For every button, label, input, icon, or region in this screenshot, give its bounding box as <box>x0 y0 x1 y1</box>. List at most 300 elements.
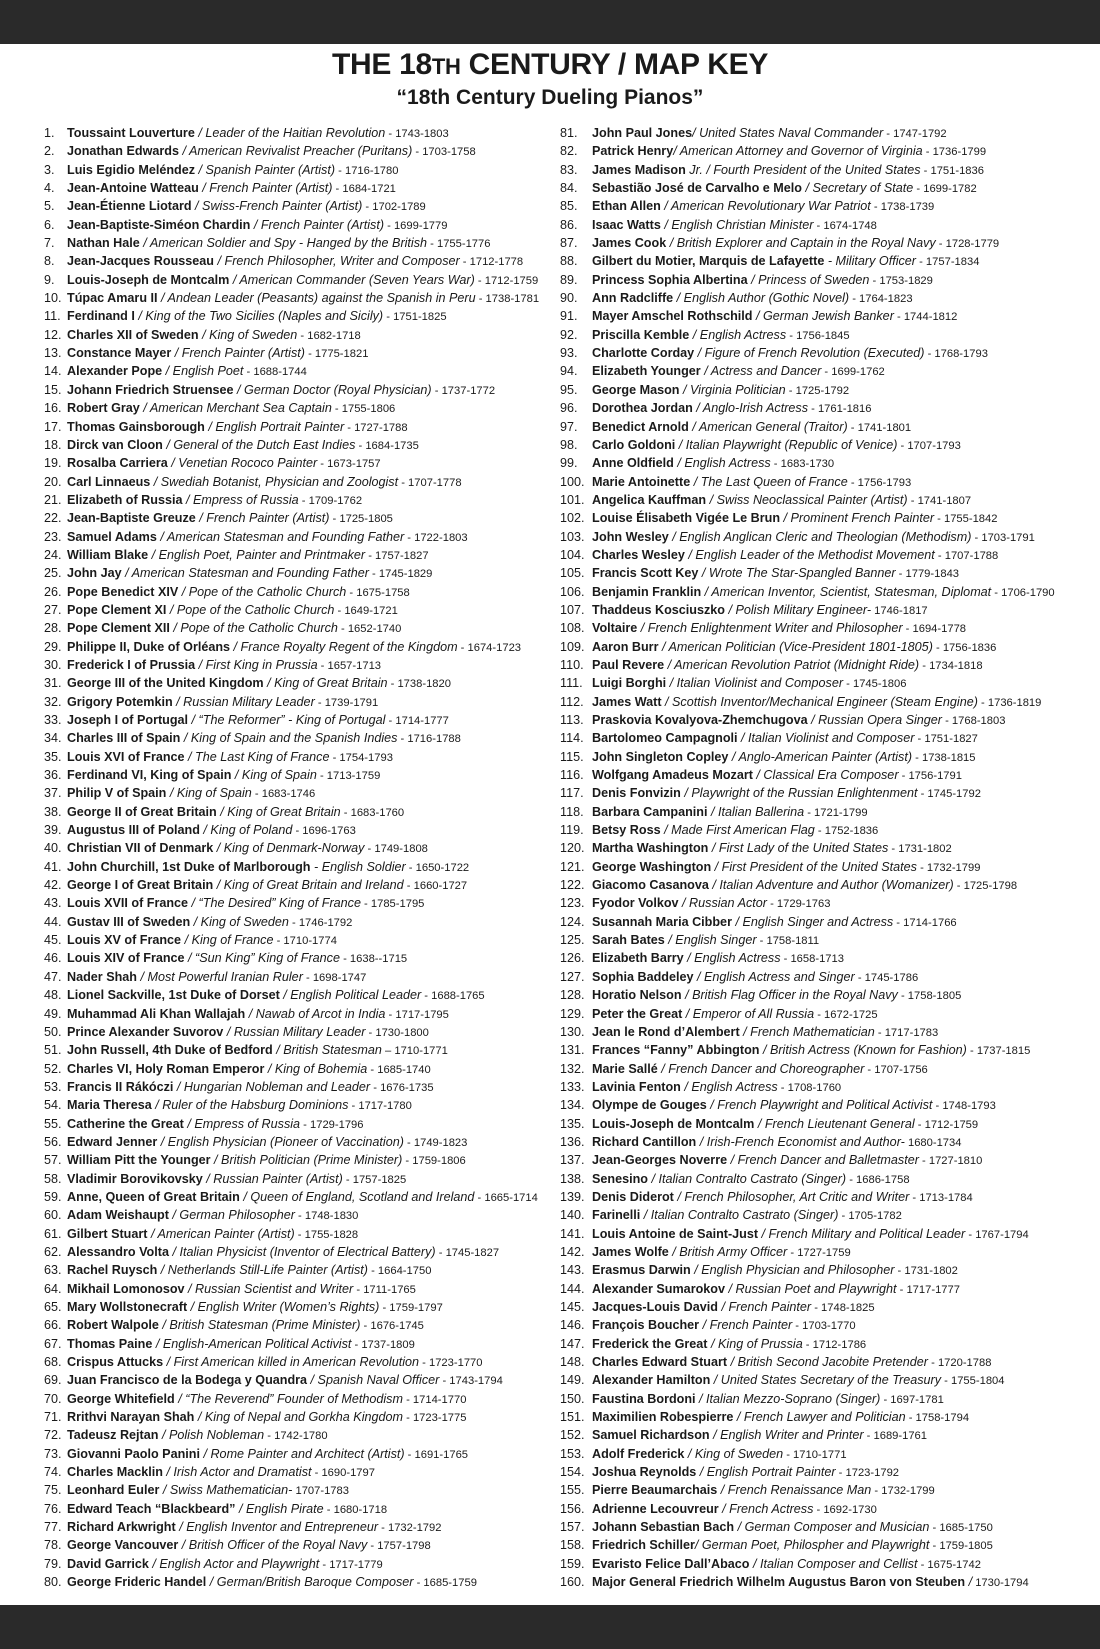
entry-number: 50. <box>44 1024 62 1039</box>
entry-name: Marie Sallé <box>592 1061 658 1076</box>
entry-description: / French Lieutenant General <box>754 1116 915 1131</box>
entry-description: / King of Great Britain and Ireland <box>213 878 404 893</box>
entry-name: Catherine the Great <box>67 1116 184 1131</box>
entry-description: / Figure of French Revolution (Executed) <box>694 346 925 361</box>
key-entry <box>560 1005 1068 1023</box>
entry-number: 14. <box>44 364 62 379</box>
entry-description: / American Revolution Patriot (Midnight Ride) <box>664 657 920 672</box>
entry-name: Rosalba Carriera <box>67 456 168 471</box>
entry-name: Princess Sophia Albertina <box>592 272 748 287</box>
entry-years: - 1739-1791 <box>314 696 379 709</box>
entry-number: 89. <box>560 272 578 287</box>
entry-name: Louis XV of France <box>67 933 182 948</box>
entry-name: François Boucher <box>592 1318 700 1333</box>
key-entry <box>44 1005 547 1023</box>
key-entry <box>44 839 547 857</box>
entry-description: / English Christian Minister <box>660 217 814 232</box>
entry-years: - 1729-1796 <box>300 1118 364 1131</box>
key-entry <box>44 491 547 509</box>
entry-description: / British Flag Officer in the Royal Navy <box>681 988 898 1003</box>
key-entry <box>44 179 547 197</box>
key-entry <box>560 803 1068 821</box>
key-entry <box>560 454 1068 472</box>
entry-description: / King of Spain <box>231 768 317 783</box>
key-entry <box>44 1481 547 1499</box>
entry-years: - 1725-1805 <box>329 513 393 526</box>
entry-description: / King of Sweden <box>684 1446 784 1461</box>
entry-number: 118. <box>560 804 584 819</box>
entry-name: Rachel Ruysch <box>67 1263 158 1278</box>
entry-description: / Scottish Inventor/Mechanical Engineer (Steam Engine) <box>661 694 978 709</box>
entry-name: Gilbert du Motier, Marquis de Lafayette <box>592 254 825 269</box>
entry-years: - 1694-1778 <box>902 623 967 636</box>
key-entry <box>44 711 547 729</box>
entry-description: / French Painter (Artist) <box>198 181 333 196</box>
entry-years: - 1742-1780 <box>264 1430 328 1443</box>
entry-name: Patrick Henry <box>592 144 674 159</box>
entry-description: / “The Reverend” Founder of Methodism <box>174 1391 403 1406</box>
entry-years: - 1699-1762 <box>821 366 885 379</box>
entry-name: Olympe de Gouges <box>592 1098 707 1113</box>
entry-description: / Nawab of Arcot in India <box>245 1006 386 1021</box>
entry-name: John Jay <box>67 566 122 581</box>
entry-description: / English Singer and Actress <box>731 914 894 929</box>
entry-number: 49. <box>44 1006 62 1021</box>
top-border-bar <box>0 0 1100 44</box>
entry-name: Christian VII of Denmark <box>67 841 214 856</box>
entry-name: Thaddeus Kosciuszko <box>592 602 725 617</box>
entry-number: 114. <box>560 731 584 746</box>
entry-description: / Leader of the Haitian Revolution <box>194 126 386 140</box>
entry-name: Muhammad Ali Khan Wallajah <box>67 1006 246 1021</box>
entry-description: / Swiss Neoclassical Painter (Artist) <box>706 492 908 507</box>
entry-years: - 1727-1759 <box>787 1246 851 1259</box>
entry-years: - 1720-1788 <box>928 1357 992 1370</box>
entry-name: Rrithvi Narayan Shah <box>67 1410 195 1425</box>
entry-number: 104. <box>560 547 585 562</box>
key-entry <box>560 1463 1068 1481</box>
entry-name: Richard Arkwright <box>67 1520 176 1535</box>
entry-description: / United States Secretary of the Treasury <box>710 1373 942 1388</box>
entry-number: 105. <box>560 566 585 581</box>
entry-name: Charles Wesley <box>592 547 685 562</box>
entry-description: / French Enlightenment Writer and Philosopher <box>637 621 903 636</box>
entry-name: John Wesley <box>592 529 669 544</box>
entry-years: - 1754-1793 <box>329 751 393 764</box>
entry-name: Faustina Bordoni <box>592 1391 696 1406</box>
key-entry <box>560 197 1068 215</box>
entry-description: / French Military and Political Leader <box>758 1226 966 1241</box>
key-entry <box>44 583 547 601</box>
entry-name: Mary Wollstonecraft <box>67 1300 188 1314</box>
entry-years: - 1707-1756 <box>864 1063 928 1076</box>
key-entry <box>44 986 547 1004</box>
entry-description: / Swiss-French Painter (Artist) <box>191 199 363 214</box>
key-entry <box>44 1390 547 1408</box>
key-entry <box>44 729 547 747</box>
entry-number: 67. <box>44 1336 62 1351</box>
entry-description: / German Jewish Banker <box>752 309 894 324</box>
key-entry <box>44 124 547 142</box>
key-entry <box>44 362 547 380</box>
entry-description: / Pope of the Catholic Church <box>169 621 338 636</box>
entry-description: / “The Reformer” - King of Portugal <box>188 713 386 727</box>
entry-years: - 1753-1829 <box>869 274 933 287</box>
entry-name: Charles Edward Stuart <box>592 1355 728 1370</box>
entry-name: James Madison <box>592 162 686 177</box>
entry-description: / Italian Violinist and Composer <box>737 731 915 746</box>
key-entry <box>44 693 547 711</box>
entry-name: Carl Linnaeus <box>67 474 151 489</box>
entry-years: - 1757-1827 <box>365 549 429 562</box>
entry-years: - 1741-1801 <box>847 421 912 434</box>
entry-description: / King of Spain and the Spanish Indies <box>180 731 398 746</box>
entry-years: - 1737-1815 <box>966 1045 1031 1058</box>
entry-name: James Cook <box>592 236 667 251</box>
entry-years: - 1779-1843 <box>895 568 960 581</box>
entry-years: - 1723-1775 <box>403 1412 467 1425</box>
entry-years: - 1745-1829 <box>368 568 433 581</box>
entry-description: / American Merchant Sea Captain <box>139 401 332 416</box>
entry-number: 78. <box>44 1538 62 1553</box>
entry-number: 120. <box>560 841 585 856</box>
entry-description: / German Doctor (Royal Physician) <box>233 382 432 397</box>
entry-description: / Italian Physicist (Inventor of Electrical Battery) <box>168 1244 436 1259</box>
entry-name: Ferdinand I <box>67 309 135 324</box>
key-entry <box>44 307 547 325</box>
entry-description: / English Physician (Pioneer of Vaccination) <box>157 1134 404 1149</box>
entry-years: - 1746-1792 <box>288 916 353 929</box>
entry-number: 69. <box>44 1373 62 1388</box>
key-entry <box>560 436 1068 454</box>
entry-years: - 1712-1786 <box>802 1338 867 1351</box>
entry-description: / Emperor of All Russia <box>682 1006 815 1021</box>
entry-years: - 1755-1804 <box>941 1375 1005 1388</box>
entry-name: Praskovia Kovalyova-Zhemchugova <box>592 713 808 727</box>
entry-years: - 1703-1758 <box>412 146 476 159</box>
key-entry <box>560 1481 1068 1499</box>
entry-description: / French Philosopher, Art Critic and Writer <box>673 1189 910 1204</box>
key-entry <box>44 1316 547 1334</box>
entry-description: / English Portrait Painter <box>696 1465 836 1480</box>
entry-description: / Irish-French Economist and Author- <box>696 1134 905 1149</box>
entry-description: / Italian Mezzo-Soprano (Singer) <box>695 1391 881 1406</box>
entry-years: - 1691-1765 <box>404 1448 469 1461</box>
entry-description: / English Actress <box>683 951 781 966</box>
entry-name: Sebastião José de Carvalho e Melo <box>592 181 802 196</box>
key-entry <box>560 619 1068 637</box>
entry-name: Denis Fonvizin <box>592 786 681 801</box>
entry-name: Bartolomeo Campagnoli <box>592 731 738 746</box>
key-entry <box>44 1280 547 1298</box>
entry-number: 98. <box>560 437 578 452</box>
entry-description: / Spanish Painter (Artist) <box>195 162 336 177</box>
entry-name: Isaac Watts <box>592 217 661 232</box>
entry-name: Sarah Bates <box>592 933 665 948</box>
key-entry <box>560 491 1068 509</box>
entry-description: / Russian Opera Singer <box>807 713 942 727</box>
key-entry <box>560 326 1068 344</box>
entry-number: 3. <box>44 162 55 177</box>
entry-name: Adolf Frederick <box>592 1446 685 1461</box>
entry-description: / France Royalty Regent of the Kingdom <box>230 639 458 654</box>
entry-description: / American Revivalist Preacher (Puritans) <box>178 144 413 159</box>
entry-name: Nader Shah <box>67 969 137 984</box>
entry-description: / Swediah Botanist, Physician and Zoologist <box>150 474 399 489</box>
entry-description: / Most Powerful Iranian Ruler <box>137 969 303 984</box>
entry-number: 127. <box>560 969 585 984</box>
key-entry <box>44 894 547 912</box>
entry-name: Robert Walpole <box>67 1318 159 1333</box>
entry-description: / English Actress and Singer <box>693 969 855 984</box>
entry-name: Jean-Étienne Liotard <box>67 199 192 214</box>
entry-number: 22. <box>44 511 62 526</box>
entry-description: / French Mathematician <box>739 1024 875 1039</box>
entry-name: Richard Cantillon <box>592 1134 697 1149</box>
entry-description: / King of France <box>181 933 274 948</box>
entry-number: 59. <box>44 1189 62 1204</box>
key-entry <box>44 1078 547 1096</box>
entry-number: 151. <box>560 1410 585 1425</box>
entry-description: / Irish Actor and Dramatist <box>162 1465 312 1480</box>
entry-description: / British Second Jacobite Pretender <box>727 1355 928 1370</box>
entry-number: 91. <box>560 309 578 324</box>
entry-number: 101. <box>560 492 585 507</box>
entry-description: / English Actress <box>673 456 771 471</box>
entry-years: - 1684-1735 <box>355 439 419 452</box>
entry-description: / Swiss Mathematician- <box>159 1483 293 1498</box>
key-entry <box>560 1023 1068 1041</box>
entry-years: - 1638--1715 <box>339 953 408 966</box>
entry-years: - 1717-1795 <box>385 1008 449 1021</box>
key-entry <box>560 473 1068 491</box>
entry-name: Sophia Baddeley <box>592 969 694 984</box>
key-entry <box>560 1206 1068 1224</box>
entry-years: - 1751-1825 <box>383 311 447 324</box>
entry-number: 119. <box>560 823 584 838</box>
key-entry <box>560 858 1068 876</box>
key-entry <box>560 289 1068 307</box>
entry-years: - 1727-1788 <box>344 421 408 434</box>
entry-name: Elizabeth Younger <box>592 364 701 379</box>
entry-name: Senesino <box>592 1171 648 1186</box>
entry-number: 115. <box>560 749 584 764</box>
entry-description: / The Last King of France <box>184 749 330 764</box>
entry-years: - 1717-1779 <box>319 1558 383 1571</box>
entry-name: Ferdinand VI, King of Spain <box>67 768 232 783</box>
key-entry <box>44 1041 547 1059</box>
entry-number: 85. <box>560 199 578 214</box>
key-entry <box>44 454 547 472</box>
entry-description: / French Painter <box>717 1300 812 1314</box>
entry-number: 36. <box>44 768 62 783</box>
entry-name: Johann Friedrich Struensee <box>67 382 234 397</box>
entry-years: - 1683-1760 <box>340 806 405 819</box>
key-entry <box>44 1426 547 1444</box>
entry-description: / German/British Baroque Composer <box>206 1575 414 1590</box>
entry-number: 109. <box>560 639 585 654</box>
key-entry <box>560 1298 1068 1316</box>
entry-number: 55. <box>44 1116 62 1131</box>
entry-number: 39. <box>44 823 62 838</box>
entry-description: / English Actress <box>680 1079 778 1094</box>
entry-number: 41. <box>44 859 62 874</box>
entry-years: - 1708-1760 <box>777 1081 842 1094</box>
entry-years: - 1756-1836 <box>932 641 997 654</box>
entry-name: Horatio Nelson <box>592 988 682 1003</box>
entry-number: 51. <box>44 1043 62 1058</box>
key-entry <box>44 252 547 270</box>
entry-number: 54. <box>44 1098 62 1113</box>
entry-number: 72. <box>44 1428 62 1443</box>
entry-description: / Empress of Russia <box>183 1116 301 1131</box>
key-entry <box>44 766 547 784</box>
entry-years: - 1757-1825 <box>342 1173 407 1186</box>
entry-number: 33. <box>44 713 62 727</box>
entry-number: 35. <box>44 749 62 764</box>
key-entry <box>560 1078 1068 1096</box>
entry-number: 61. <box>44 1226 62 1241</box>
entry-description: / Andean Leader (Peasants) against the Spanish in Peru <box>157 291 476 306</box>
entry-number: 99. <box>560 456 578 471</box>
entry-description: / French Lawyer and Politician <box>733 1410 906 1425</box>
entry-number: 86. <box>560 217 578 232</box>
entry-name: George Frideric Handel <box>67 1575 207 1590</box>
entry-number: 19. <box>44 456 62 471</box>
entry-description: / British Officer of the Royal Navy <box>178 1538 368 1553</box>
entry-number: 153. <box>560 1446 585 1461</box>
entry-name: Charlotte Corday <box>592 346 695 361</box>
entry-description: / Russian Actor <box>678 896 767 911</box>
entry-number: 133. <box>560 1079 585 1094</box>
entry-number: 154. <box>560 1465 585 1480</box>
entry-name: George Vancouver <box>67 1538 179 1553</box>
entry-description: / “The Desired” King of France <box>188 896 361 911</box>
entry-number: 113. <box>560 713 584 727</box>
entry-description: / English Leader of the Methodist Movement <box>684 547 935 562</box>
entry-years: - 1689-1761 <box>863 1430 928 1443</box>
entry-years: - 1759-1806 <box>402 1155 466 1168</box>
key-column-left <box>44 124 547 1592</box>
key-entry <box>44 1096 547 1114</box>
entry-number: 21. <box>44 492 62 507</box>
entry-description: / Italian Ballerina <box>707 804 805 819</box>
entry-years: - 1674-1748 <box>813 219 877 232</box>
entry-name: George III of the United Kingdom <box>67 676 264 691</box>
key-entry <box>560 1573 1068 1591</box>
entry-years: - 1758-1811 <box>756 935 820 948</box>
entry-years: - 1756-1845 <box>786 329 850 342</box>
title-prefix: THE 18 <box>331 48 432 81</box>
entry-description: / Russian Military Leader <box>172 694 315 709</box>
key-entry <box>44 546 547 564</box>
entry-years: - 1682-1718 <box>297 329 361 342</box>
entry-years: - 1730-1800 <box>365 1026 429 1039</box>
entry-number: 20. <box>44 474 62 489</box>
key-entry <box>44 803 547 821</box>
entry-name: Paul Revere <box>592 657 665 672</box>
key-entry <box>44 1133 547 1151</box>
entry-description: / Hungarian Nobleman and Leader <box>173 1079 371 1094</box>
entry-description: / Virginia Politician <box>679 382 786 397</box>
entry-number: 88. <box>560 254 578 269</box>
entry-years: - 1751-1827 <box>914 733 978 746</box>
entry-name: Luis Egidio Meléndez <box>67 162 196 177</box>
entry-description: / Russian Poet and Playwright <box>725 1281 897 1296</box>
key-entry <box>44 142 547 160</box>
key-entry <box>44 638 547 656</box>
entry-years: - 1692-1730 <box>813 1503 877 1516</box>
entry-name: Priscilla Kemble <box>592 327 690 342</box>
key-entry <box>560 528 1068 546</box>
entry-number: 145. <box>560 1300 585 1314</box>
entry-number: 136. <box>560 1134 585 1149</box>
entry-name: Pope Clement XI <box>67 602 167 617</box>
entry-name: Charles III of Spain <box>67 731 181 746</box>
entry-description: / General of the Dutch East Indies <box>162 437 356 452</box>
key-entry <box>44 1206 547 1224</box>
entry-description: / King of Spain <box>166 786 252 801</box>
key-entry <box>560 362 1068 380</box>
entry-description: - English Soldier <box>310 859 406 874</box>
entry-years: - 1738-1815 <box>912 751 976 764</box>
entry-years: - 1757-1798 <box>367 1540 431 1553</box>
entry-name: Grigory Potemkin <box>67 694 173 709</box>
entry-number: 108. <box>560 621 585 636</box>
entry-number: 94. <box>560 364 578 379</box>
entry-description: / English-American Political Activist <box>152 1336 352 1351</box>
entry-years: - 1737-1772 <box>431 384 496 397</box>
entry-description: / French Painter <box>699 1318 793 1333</box>
entry-name: Francis II Rákóczi <box>67 1079 174 1094</box>
entry-years: - 1756-1791 <box>898 770 962 783</box>
entry-years: - 1758-1794 <box>905 1412 970 1425</box>
entry-name: Philippe II, Duke of Orléans <box>67 639 231 654</box>
entry-years: - 1650-1722 <box>405 861 470 874</box>
entry-description: / Made First American Flag <box>660 823 815 838</box>
entry-years: - 1747-1792 <box>883 128 947 140</box>
entry-number: 121. <box>560 859 585 874</box>
entry-years: - 1748-1830 <box>294 1210 359 1223</box>
entry-years: - 1737-1809 <box>351 1338 415 1351</box>
key-entry <box>44 381 547 399</box>
entry-description: / Spanish Naval Officer <box>307 1373 440 1388</box>
entry-years: - 1731-1802 <box>888 843 952 856</box>
entry-description: / British Explorer and Captain in the Royal Navy <box>666 236 936 251</box>
key-entry <box>560 1188 1068 1206</box>
entry-description: / King of Poland <box>199 823 293 838</box>
entry-name: Lionel Sackville, 1st Duke of Dorset <box>67 988 280 1003</box>
entry-years: - 1755-1842 <box>934 513 998 526</box>
entry-number: 40. <box>44 841 62 856</box>
entry-number: 103. <box>560 529 585 544</box>
entry-years: - 1732-1799 <box>871 1485 935 1498</box>
entry-description: / Anglo-American Painter (Artist) <box>728 749 913 764</box>
entry-number: 141. <box>560 1226 585 1241</box>
key-entry <box>560 1390 1068 1408</box>
entry-years: - 1707-1778 <box>398 476 462 489</box>
entry-number: 146. <box>560 1318 585 1333</box>
entry-years: - 1717-1783 <box>874 1026 939 1039</box>
entry-years: - 1748-1793 <box>932 1100 996 1113</box>
entry-years: 1730-1794 <box>972 1577 1029 1590</box>
entry-description: / American Painter (Artist) <box>147 1226 295 1241</box>
entry-name: Alessandro Volta <box>67 1244 169 1259</box>
entry-years: - 1751-1836 <box>920 164 984 177</box>
entry-years: - 1680-1718 <box>323 1503 388 1516</box>
entry-description: / <box>965 1575 973 1590</box>
entry-name: Charles VI, Holy Roman Emperor <box>67 1061 265 1076</box>
